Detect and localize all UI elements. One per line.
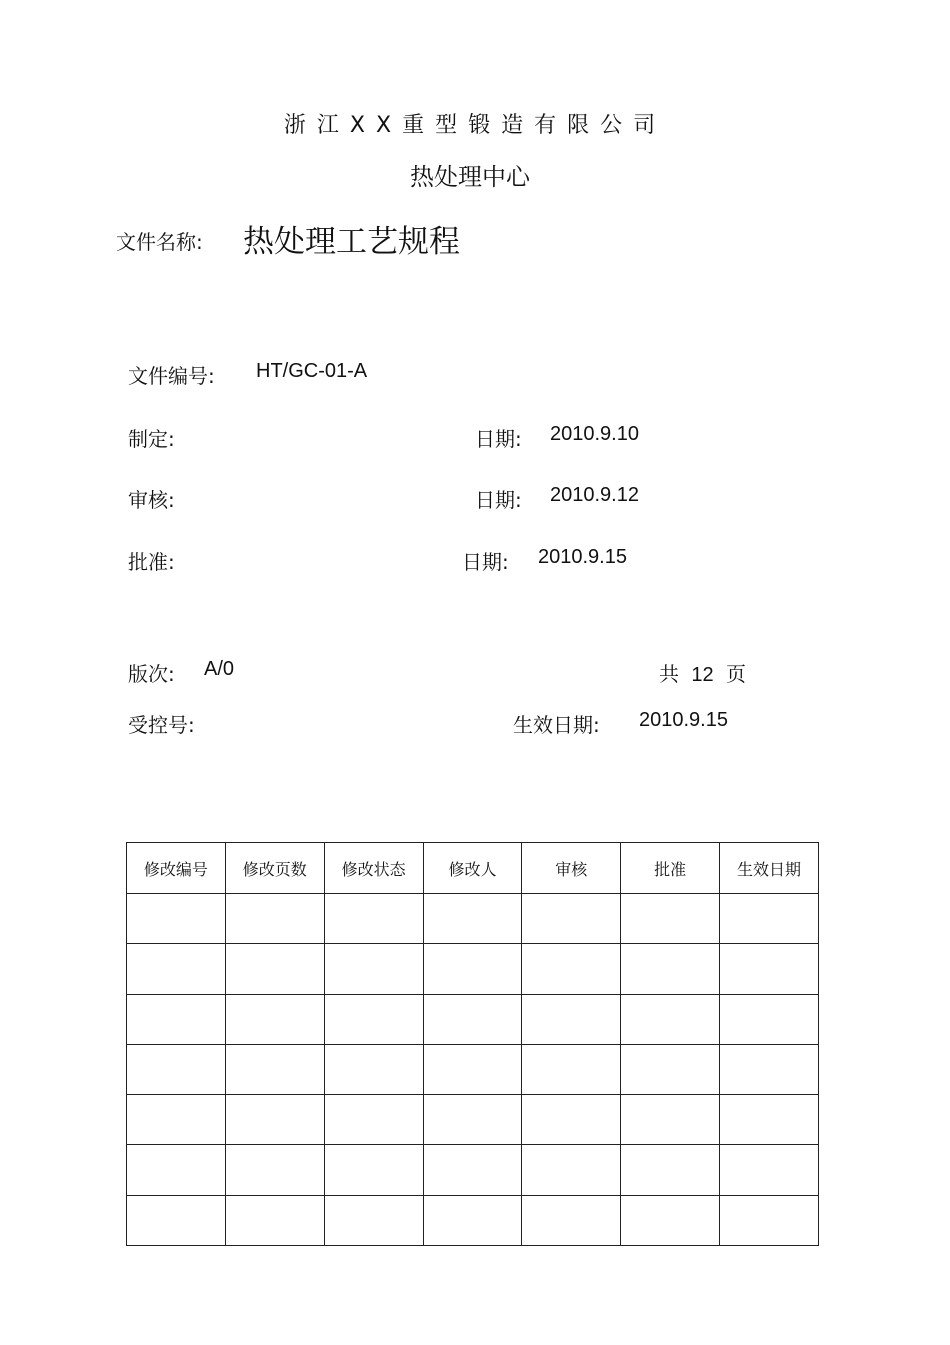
table-cell xyxy=(522,1044,621,1094)
table-cell xyxy=(720,1095,819,1145)
effective-date-label: 生效日期: xyxy=(513,713,600,737)
table-cell xyxy=(225,1095,324,1145)
table-cell xyxy=(522,1145,621,1195)
table-cell xyxy=(127,994,226,1044)
table-cell xyxy=(720,1195,819,1245)
drafted-label: 制定: xyxy=(128,427,175,451)
table-cell xyxy=(720,944,819,994)
header-effective-date: 生效日期 xyxy=(720,843,819,894)
table-cell xyxy=(720,1044,819,1094)
edition-label: 版次: xyxy=(128,662,175,686)
header-reviser: 修改人 xyxy=(423,843,522,894)
table-cell xyxy=(324,1195,423,1245)
table-cell xyxy=(225,944,324,994)
header-revised-pages: 修改页数 xyxy=(225,843,324,894)
effective-date: 2010.9.15 xyxy=(639,709,728,731)
table-cell xyxy=(324,1145,423,1195)
table-cell xyxy=(423,1145,522,1195)
drafted-date-label: 日期: xyxy=(475,427,522,451)
table-cell xyxy=(127,1095,226,1145)
table-cell xyxy=(720,994,819,1044)
revision-table-header xyxy=(127,843,819,894)
table-cell xyxy=(225,994,324,1044)
revision-table xyxy=(126,842,819,1246)
table-cell xyxy=(225,894,324,944)
header-approval: 批准 xyxy=(621,843,720,894)
approved-date-label: 日期: xyxy=(462,550,509,574)
reviewed-date: 2010.9.12 xyxy=(550,484,639,506)
table-cell xyxy=(522,1095,621,1145)
header-revision-status: 修改状态 xyxy=(324,843,423,894)
table-row xyxy=(127,1145,819,1195)
table-cell xyxy=(127,1195,226,1245)
table-cell xyxy=(127,944,226,994)
table-cell xyxy=(423,1095,522,1145)
header-revision-number: 修改编号 xyxy=(127,843,226,894)
table-cell xyxy=(621,1095,720,1145)
department-name: 热处理中心 xyxy=(410,163,530,191)
table-cell xyxy=(522,894,621,944)
table-cell xyxy=(522,1195,621,1245)
table-cell xyxy=(225,1044,324,1094)
table-cell xyxy=(621,994,720,1044)
reviewed-label: 审核: xyxy=(128,488,175,512)
file-number-value: HT/GC-01-A xyxy=(256,360,368,382)
file-name-label: 文件名称: xyxy=(116,230,203,254)
page-count-prefix: 共 xyxy=(659,662,679,686)
table-cell xyxy=(720,1145,819,1195)
header-review: 审核 xyxy=(522,843,621,894)
table-cell xyxy=(621,1044,720,1094)
file-name-value: 热处理工艺规程 xyxy=(243,224,460,260)
controlled-number-label: 受控号: xyxy=(128,713,195,737)
table-cell xyxy=(324,894,423,944)
table-cell xyxy=(621,944,720,994)
table-row xyxy=(127,1095,819,1145)
page-count-suffix: 页 xyxy=(725,662,746,686)
table-cell xyxy=(225,1145,324,1195)
table-cell xyxy=(621,1195,720,1245)
table-cell xyxy=(522,944,621,994)
table-cell xyxy=(324,1095,423,1145)
table-cell xyxy=(324,1044,423,1094)
page-count xyxy=(659,658,746,687)
table-cell xyxy=(621,894,720,944)
table-row xyxy=(127,944,819,994)
table-cell xyxy=(522,994,621,1044)
page-count-number: 12 xyxy=(691,664,714,686)
approved-date: 2010.9.15 xyxy=(538,546,627,568)
table-cell xyxy=(127,1145,226,1195)
table-cell xyxy=(423,1195,522,1245)
approved-label: 批准: xyxy=(128,550,175,574)
edition-value: A/0 xyxy=(204,658,235,680)
table-cell xyxy=(423,894,522,944)
table-cell xyxy=(127,1044,226,1094)
table-cell xyxy=(225,1195,324,1245)
table-cell xyxy=(720,894,819,944)
table-cell xyxy=(621,1145,720,1195)
file-number-label: 文件编号: xyxy=(128,364,215,388)
drafted-date: 2010.9.10 xyxy=(550,423,639,445)
table-cell xyxy=(324,994,423,1044)
table-cell xyxy=(423,1044,522,1094)
reviewed-date-label: 日期: xyxy=(475,488,522,512)
table-cell xyxy=(423,994,522,1044)
table-row xyxy=(127,1195,819,1245)
table-row xyxy=(127,894,819,944)
company-name: 浙江XX重型锻造有限公司 xyxy=(283,113,667,138)
table-cell xyxy=(127,894,226,944)
table-row xyxy=(127,994,819,1044)
table-cell xyxy=(324,944,423,994)
table-cell xyxy=(423,944,522,994)
table-row xyxy=(127,1044,819,1094)
